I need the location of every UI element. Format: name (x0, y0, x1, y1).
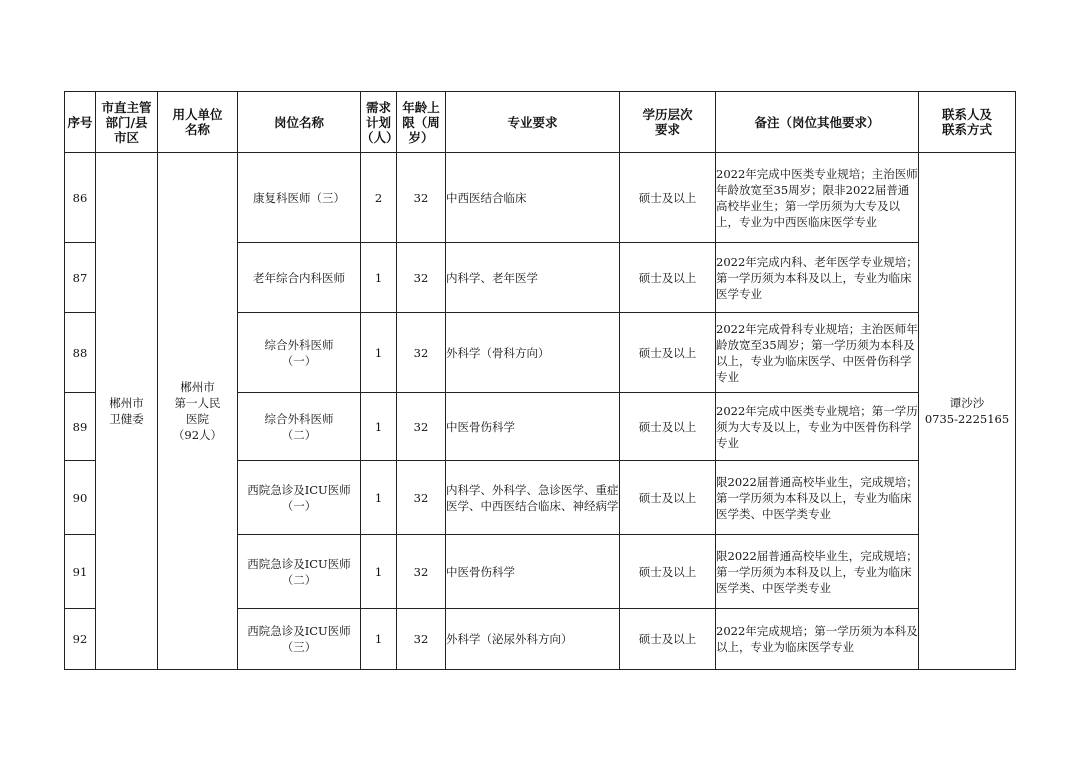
cell-plan: 1 (361, 313, 397, 393)
cell-edu: 硕士及以上 (620, 153, 716, 243)
cell-seq: 92 (65, 609, 96, 670)
cell-major: 中医骨伤科学 (446, 393, 620, 461)
recruitment-table (64, 91, 1016, 670)
cell-seq: 88 (65, 313, 96, 393)
cell-post: 西院急诊及ICU医师 （一） (238, 461, 361, 535)
header-edu: 学历层次 要求 (620, 92, 716, 153)
cell-post: 综合外科医师 （一） (238, 313, 361, 393)
cell-note: 2022年完成中医类专业规培；主治医师年龄放宽至35周岁；限非2022届普通高校毕业生；第一学历须为大专及以上，专业为中西医临床医学专业 (716, 153, 919, 243)
cell-post: 康复科医师（三） (238, 153, 361, 243)
cell-edu: 硕士及以上 (620, 393, 716, 461)
cell-seq: 90 (65, 461, 96, 535)
cell-seq: 86 (65, 153, 96, 243)
cell-edu: 硕士及以上 (620, 313, 716, 393)
cell-edu: 硕士及以上 (620, 609, 716, 670)
cell-note: 限2022届普通高校毕业生，完成规培；第一学历须为本科及以上，专业为临床医学类、中医学类专业 (716, 461, 919, 535)
header-seq: 序号 (65, 92, 96, 153)
header-contact: 联系人及 联系方式 (919, 92, 1016, 153)
cell-note: 2022年完成规培；第一学历须为本科及以上，专业为临床医学专业 (716, 609, 919, 670)
cell-contact: 谭沙沙 0735-2225165 (919, 153, 1016, 670)
cell-plan: 2 (361, 153, 397, 243)
cell-seq: 91 (65, 535, 96, 609)
cell-post: 综合外科医师 （二） (238, 393, 361, 461)
cell-seq: 87 (65, 243, 96, 313)
cell-note: 2022年完成中医类专业规培；第一学历须为大专及以上，专业为中医骨伤科学专业 (716, 393, 919, 461)
cell-major: 中医骨伤科学 (446, 535, 620, 609)
cell-plan: 1 (361, 535, 397, 609)
cell-age: 32 (397, 609, 446, 670)
cell-seq: 89 (65, 393, 96, 461)
header-plan: 需求 计划 （人） (361, 92, 397, 153)
cell-note: 限2022届普通高校毕业生，完成规培；第一学历须为本科及以上，专业为临床医学类、中医学类专业 (716, 535, 919, 609)
cell-age: 32 (397, 535, 446, 609)
header-unit: 用人单位 名称 (158, 92, 238, 153)
cell-age: 32 (397, 243, 446, 313)
cell-age: 32 (397, 393, 446, 461)
cell-edu: 硕士及以上 (620, 461, 716, 535)
cell-major: 外科学（骨科方向） (446, 313, 620, 393)
cell-edu: 硕士及以上 (620, 535, 716, 609)
cell-unit: 郴州市 第一人民 医院 （92人） (158, 153, 238, 670)
cell-age: 32 (397, 313, 446, 393)
cell-note: 2022年完成骨科专业规培；主治医师年龄放宽至35周岁；第一学历须为本科及以上，专业为临床医学、中医骨伤科学专业 (716, 313, 919, 393)
cell-plan: 1 (361, 461, 397, 535)
cell-plan: 1 (361, 243, 397, 313)
cell-post: 西院急诊及ICU医师 （二） (238, 535, 361, 609)
cell-dept: 郴州市 卫健委 (96, 153, 158, 670)
cell-plan: 1 (361, 609, 397, 670)
header-row (65, 92, 1016, 153)
table-row (65, 153, 1016, 243)
header-age: 年龄上 限（周 岁） (397, 92, 446, 153)
cell-major: 内科学、老年医学 (446, 243, 620, 313)
cell-age: 32 (397, 153, 446, 243)
header-note: 备注（岗位其他要求） (716, 92, 919, 153)
header-post: 岗位名称 (238, 92, 361, 153)
cell-post: 西院急诊及ICU医师 （三） (238, 609, 361, 670)
cell-edu: 硕士及以上 (620, 243, 716, 313)
cell-post: 老年综合内科医师 (238, 243, 361, 313)
cell-major: 外科学（泌尿外科方向） (446, 609, 620, 670)
cell-age: 32 (397, 461, 446, 535)
cell-major: 中西医结合临床 (446, 153, 620, 243)
header-major: 专业要求 (446, 92, 620, 153)
cell-note: 2022年完成内科、老年医学专业规培；第一学历须为本科及以上，专业为临床医学专业 (716, 243, 919, 313)
cell-major: 内科学、外科学、急诊医学、重症医学、中西医结合临床、神经病学 (446, 461, 620, 535)
cell-plan: 1 (361, 393, 397, 461)
header-dept: 市直主管 部门/县 市区 (96, 92, 158, 153)
